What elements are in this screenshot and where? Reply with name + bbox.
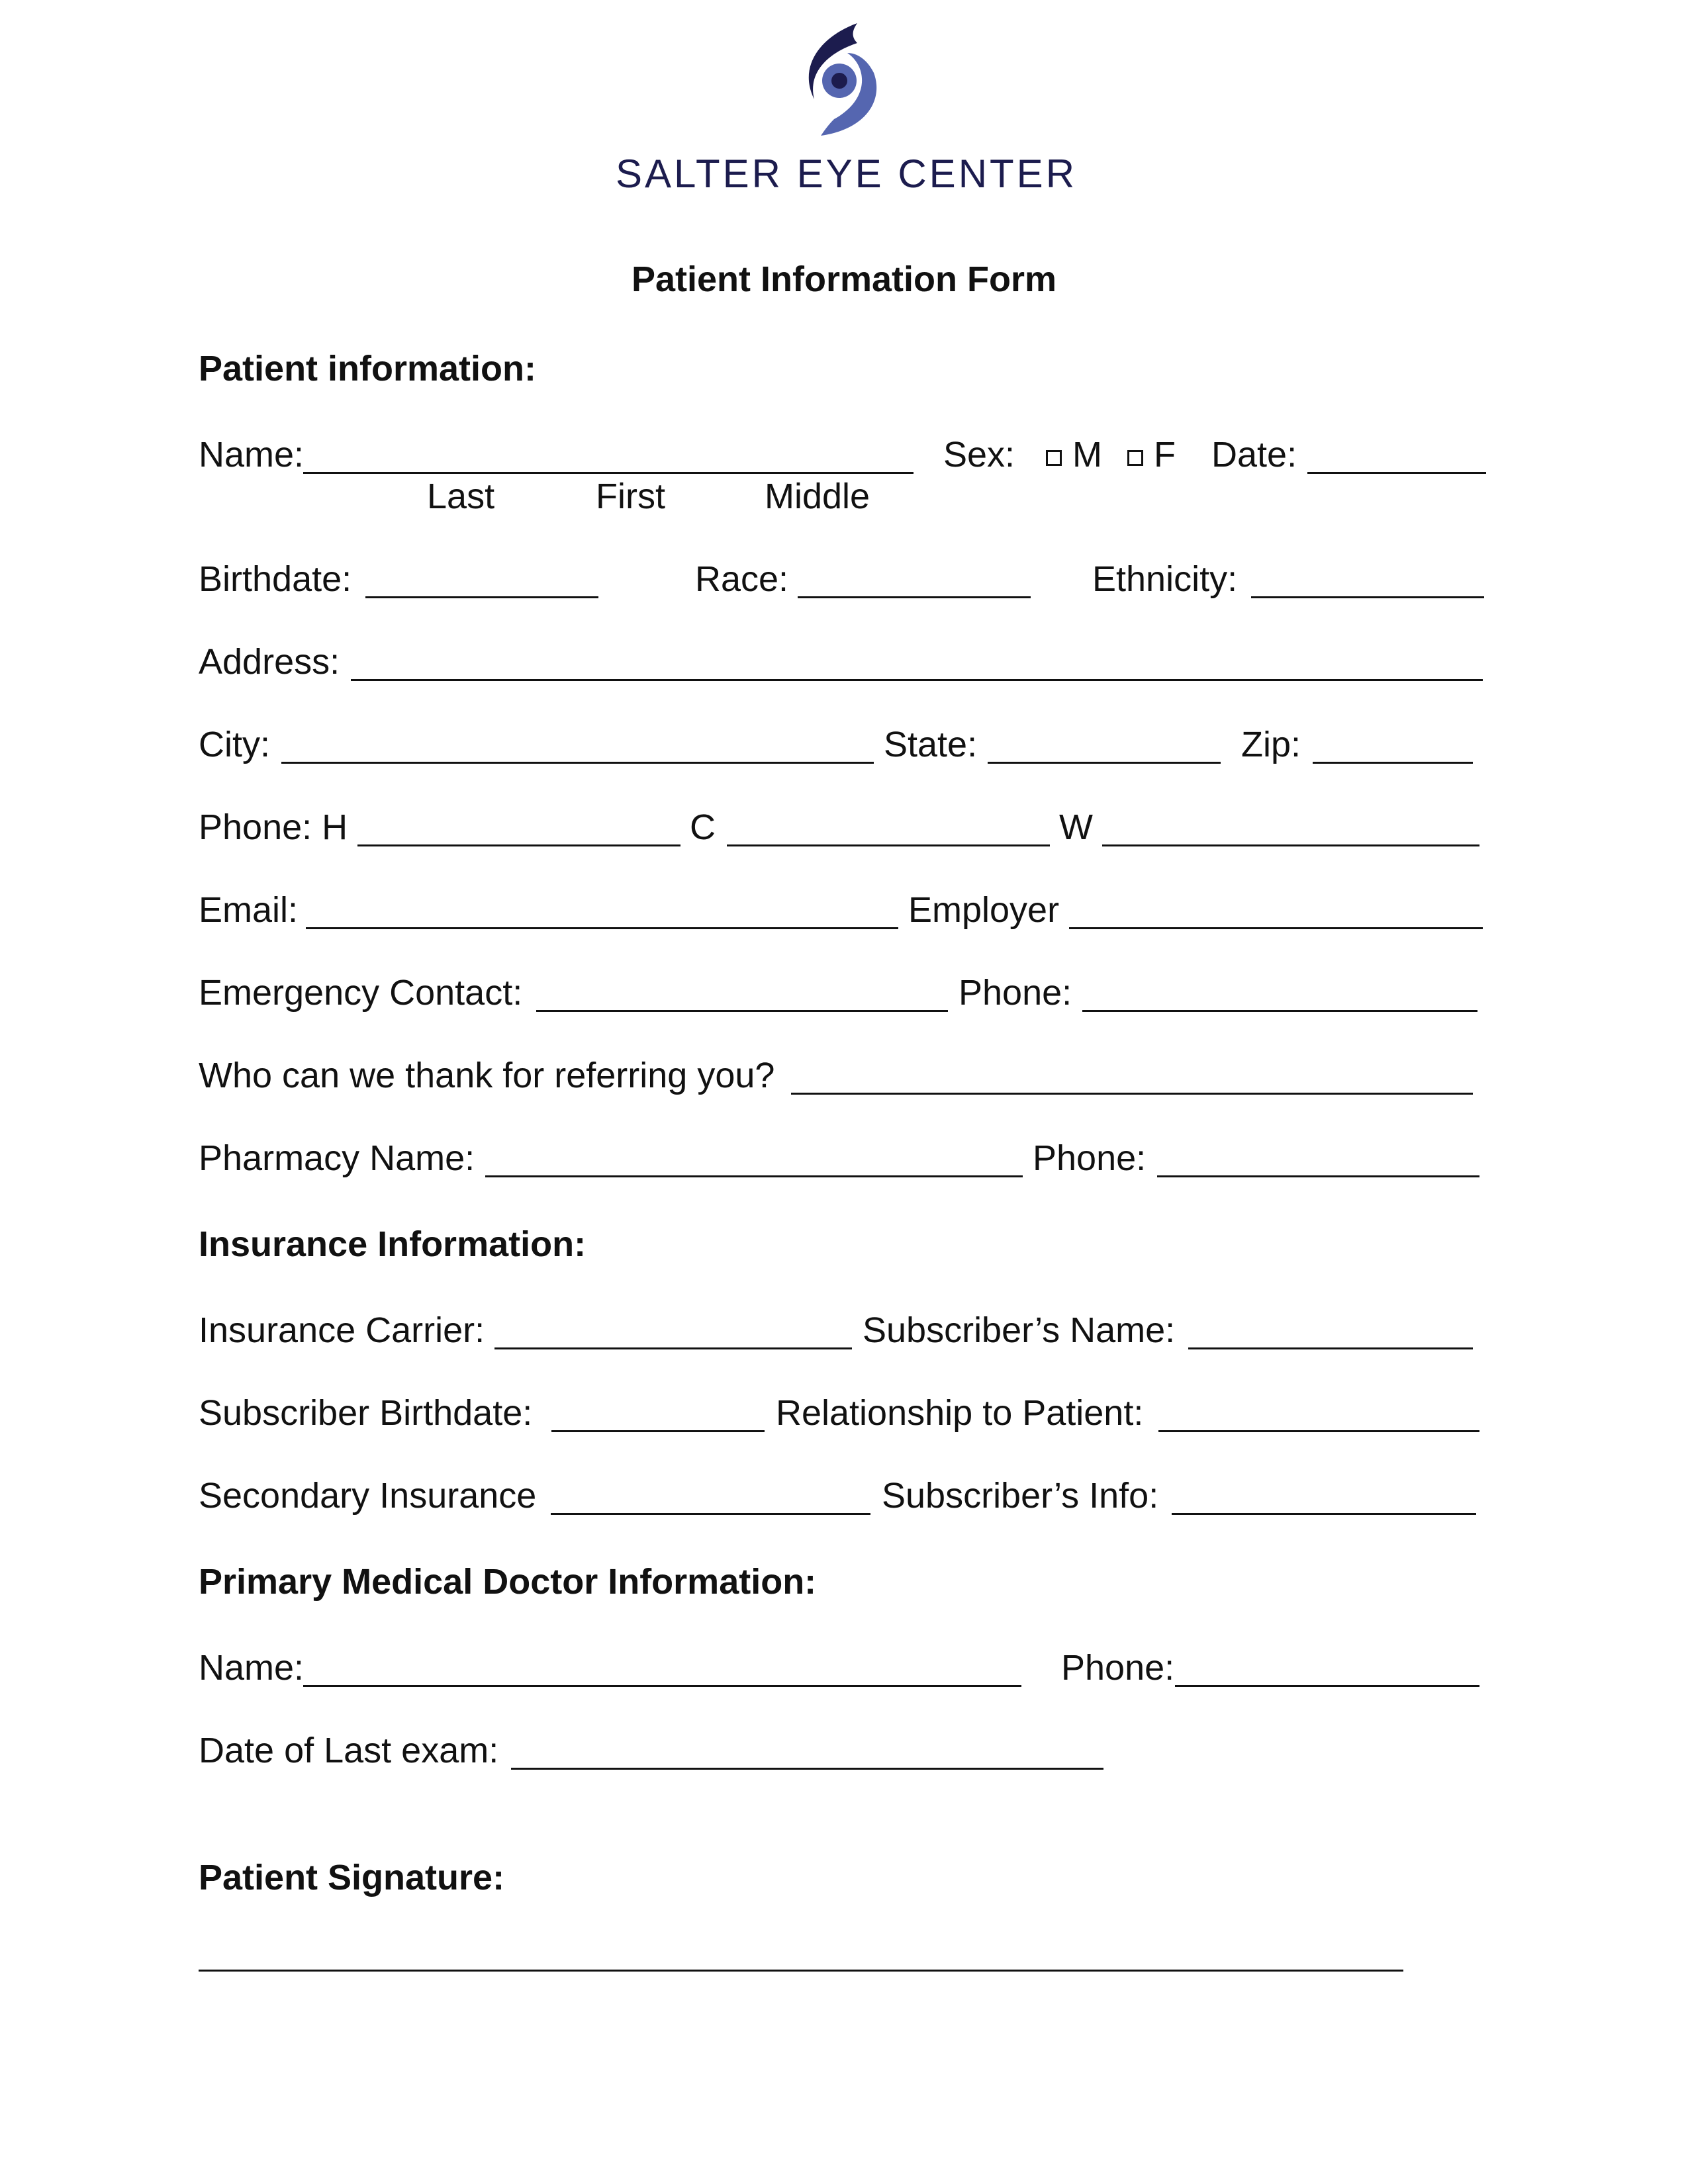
form-title: Patient Information Form xyxy=(631,259,1056,299)
race-field[interactable] xyxy=(798,596,1031,598)
emergency-phone-label: Phone: xyxy=(959,973,1072,1013)
city-field[interactable] xyxy=(281,762,874,764)
date-field[interactable] xyxy=(1307,472,1486,474)
name-sub-first: First xyxy=(596,477,665,516)
phone-work-field[interactable] xyxy=(1102,844,1479,846)
insurance-carrier-label: Insurance Carrier: xyxy=(199,1310,485,1350)
birthdate-label: Birthdate: xyxy=(199,559,352,599)
phone-work-label: W xyxy=(1059,807,1093,847)
name-field[interactable] xyxy=(303,472,914,474)
relationship-field[interactable] xyxy=(1158,1430,1479,1432)
signature-field[interactable] xyxy=(199,1970,1403,1972)
brand-name: SALTER EYE CENTER xyxy=(616,152,1078,196)
subscriber-info-label: Subscriber’s Info: xyxy=(882,1476,1159,1516)
name-label: Name: xyxy=(199,435,305,475)
section-insurance-info: Insurance Information: xyxy=(199,1224,586,1264)
state-label: State: xyxy=(884,725,978,764)
subscriber-name-field[interactable] xyxy=(1188,1347,1473,1349)
birthdate-field[interactable] xyxy=(365,596,598,598)
section-patient-info: Patient information: xyxy=(199,349,536,388)
subscriber-name-label: Subscriber’s Name: xyxy=(863,1310,1176,1350)
sex-label: Sex: xyxy=(943,435,1015,475)
secondary-insurance-field[interactable] xyxy=(551,1513,870,1515)
ethnicity-label: Ethnicity: xyxy=(1092,559,1238,599)
city-label: City: xyxy=(199,725,270,764)
logo-eye-icon xyxy=(794,20,887,142)
subscriber-birthdate-label: Subscriber Birthdate: xyxy=(199,1393,533,1433)
name-sub-middle: Middle xyxy=(765,477,870,516)
pharmacy-name-field[interactable] xyxy=(485,1175,1023,1177)
emergency-contact-field[interactable] xyxy=(536,1010,948,1012)
doctor-phone-field[interactable] xyxy=(1175,1685,1479,1687)
date-label: Date: xyxy=(1211,435,1297,475)
race-label: Race: xyxy=(695,559,789,599)
doctor-name-field[interactable] xyxy=(303,1685,1021,1687)
pharmacy-name-label: Pharmacy Name: xyxy=(199,1138,475,1178)
zip-label: Zip: xyxy=(1241,725,1301,764)
employer-field[interactable] xyxy=(1069,927,1483,929)
pharmacy-phone-field[interactable] xyxy=(1157,1175,1479,1177)
sex-m-label: M xyxy=(1072,435,1102,475)
state-field[interactable] xyxy=(988,762,1221,764)
sex-m-checkbox[interactable] xyxy=(1046,450,1062,466)
relationship-label: Relationship to Patient: xyxy=(776,1393,1144,1433)
phone-home-field[interactable] xyxy=(357,844,680,846)
emergency-contact-label: Emergency Contact: xyxy=(199,973,523,1013)
phone-home-label: Phone: H xyxy=(199,807,348,847)
phone-cell-field[interactable] xyxy=(727,844,1050,846)
sex-f-checkbox[interactable] xyxy=(1127,450,1143,466)
email-label: Email: xyxy=(199,890,299,930)
section-patient-signature: Patient Signature: xyxy=(199,1858,505,1897)
emergency-phone-field[interactable] xyxy=(1082,1010,1477,1012)
address-field[interactable] xyxy=(351,679,1483,681)
referral-label: Who can we thank for referring you? xyxy=(199,1056,775,1095)
doctor-phone-label: Phone: xyxy=(1061,1648,1175,1688)
zip-field[interactable] xyxy=(1313,762,1473,764)
name-sub-last: Last xyxy=(427,477,495,516)
sex-f-label: F xyxy=(1154,435,1176,475)
address-label: Address: xyxy=(199,642,340,682)
insurance-carrier-field[interactable] xyxy=(494,1347,852,1349)
subscriber-birthdate-field[interactable] xyxy=(551,1430,765,1432)
email-field[interactable] xyxy=(306,927,898,929)
last-exam-field[interactable] xyxy=(511,1768,1103,1770)
doctor-name-label: Name: xyxy=(199,1648,305,1688)
last-exam-label: Date of Last exam: xyxy=(199,1731,499,1770)
phone-cell-label: C xyxy=(690,807,716,847)
referral-field[interactable] xyxy=(791,1093,1473,1095)
section-doctor-info: Primary Medical Doctor Information: xyxy=(199,1562,817,1602)
employer-label: Employer xyxy=(908,890,1060,930)
subscriber-info-field[interactable] xyxy=(1172,1513,1476,1515)
pharmacy-phone-label: Phone: xyxy=(1033,1138,1147,1178)
secondary-insurance-label: Secondary Insurance xyxy=(199,1476,537,1516)
ethnicity-field[interactable] xyxy=(1251,596,1484,598)
